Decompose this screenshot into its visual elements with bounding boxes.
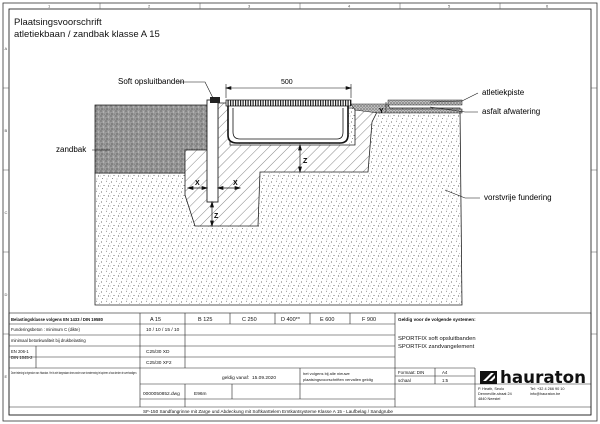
geldig-date: 15.09.2020 <box>252 376 277 381</box>
class-b125: B 125 <box>198 317 213 323</box>
beton-quality-2: C25/30 XF2 <box>146 361 172 366</box>
dimension-x-left-label: X <box>195 180 200 187</box>
e-label: E96m <box>194 392 207 397</box>
frame-side-letters <box>5 46 8 379</box>
beton-quality-1: C25/30 XD <box>146 350 170 355</box>
row-rijweg: minimaal betonkwaliteit bij drukbelasting <box>11 338 86 343</box>
frame-number-4: 4 <box>348 3 351 9</box>
athletics-track-surface <box>388 100 462 105</box>
bijwerkingen-note: het volgens bij alle nieuwe <box>303 371 350 376</box>
class-e600: E 600 <box>320 317 335 323</box>
company-address-3: 4840 Neestel <box>478 397 501 401</box>
frame-number-3: 3 <box>248 3 251 9</box>
company-email: info@hauraton.be <box>530 392 561 396</box>
hauraton-logo-text: hauraton <box>500 368 586 388</box>
schaal-value: 1:5 <box>442 378 449 383</box>
en-206-label: EN 206-1 <box>11 349 29 354</box>
frame-number-6: 6 <box>546 3 549 9</box>
frame-number-5: 5 <box>448 3 451 9</box>
drawing-title-line-1: Plaatsingsvoorschrift <box>14 17 102 28</box>
norm-label: Belastingsklasse volgens EN 1433 / DIN 19580 <box>11 317 103 322</box>
drawing-number: 0000050852.dwg <box>143 392 180 397</box>
plaatsingsvoorschriften-note: plaatsingsvoorschriften vervallen geldig <box>303 377 373 382</box>
dimension-500-label: 500 <box>281 79 293 86</box>
dimension-z-curb-label: Z <box>214 213 219 220</box>
soft-curb-post <box>207 100 218 202</box>
class-c250: C 250 <box>242 317 257 323</box>
drainage-channel <box>228 104 348 143</box>
title-block <box>9 313 591 415</box>
row-values: 10 / 10 / 15 / 10 <box>146 328 180 333</box>
frame-letter-a: A <box>4 46 8 51</box>
format-value: A4 <box>442 370 448 375</box>
label-zandbak: zandbak <box>56 145 87 154</box>
title-block-text <box>11 317 565 414</box>
frame-letter-b: B <box>4 128 8 133</box>
soft-curb-cap <box>210 97 220 103</box>
format-label: Formaat: DIN <box>398 370 425 375</box>
system-1: SPORTFIX soft opsluitbanden <box>398 336 476 342</box>
class-a15: A 15 <box>150 317 162 323</box>
hauraton-logo <box>480 368 586 388</box>
dimension-500 <box>226 84 351 98</box>
schaal-label: schaal <box>398 378 411 383</box>
dimension-z-channel-label: Z <box>303 158 308 165</box>
frame-letter-c: C <box>4 210 8 215</box>
label-soft-opsluitbanden: Soft opsluitbanden <box>118 77 185 86</box>
system-2: SPORTFIX zandvangelement <box>398 344 475 350</box>
company-address-1: P. Heath, Seolo <box>478 387 505 391</box>
frame-letter-e: E <box>4 374 8 379</box>
label-asfalt-afwatering: asfalt afwatering <box>482 107 541 116</box>
class-d400: D 400** <box>281 317 300 323</box>
dimension-y-label: Y <box>379 108 384 115</box>
label-atletiekpiste: atletiekpiste <box>482 88 525 97</box>
cross-section-drawing <box>56 77 552 305</box>
systems-label: Geldig voor de volgende systemen: <box>398 317 476 322</box>
company-phone: Tel: +32 4 266 90 10 <box>530 387 565 391</box>
frame-number-1: 1 <box>48 3 51 9</box>
dimension-x-right-label: X <box>233 180 238 187</box>
geldig-label: geldig vanaf: <box>222 376 250 381</box>
bottom-description: SF-150 Sandfangrinne mit Zarge und Abdeckung mit Softkanttelem Erntkantsysteme Klasse A 15 - Laufbelag / Sandgrube <box>143 409 394 414</box>
frame-letter-d: D <box>4 292 8 297</box>
ownership-note: Deze tekening is eigendom van Hauraton. Het is niet toegestaan deze zonder onze toestemming te kopieren of aan derden te overhandigen. <box>11 371 138 375</box>
class-f900: F 900 <box>362 317 377 323</box>
row-values-label: Funderingsbeton : minimum C (dikte) <box>11 327 80 332</box>
channel-grate <box>226 100 351 106</box>
frame-top-numbers <box>48 4 549 9</box>
din-1045-label: DIN 1045-2 <box>11 355 33 360</box>
company-address-2: Denneville-straat 24 <box>478 392 512 396</box>
frame-number-2: 2 <box>148 3 151 9</box>
drawing-title-line-2: atletiekbaan / zandbak klasse A 15 <box>14 29 160 40</box>
label-vorstvrije-fundering: vorstvrije fundering <box>484 193 552 202</box>
